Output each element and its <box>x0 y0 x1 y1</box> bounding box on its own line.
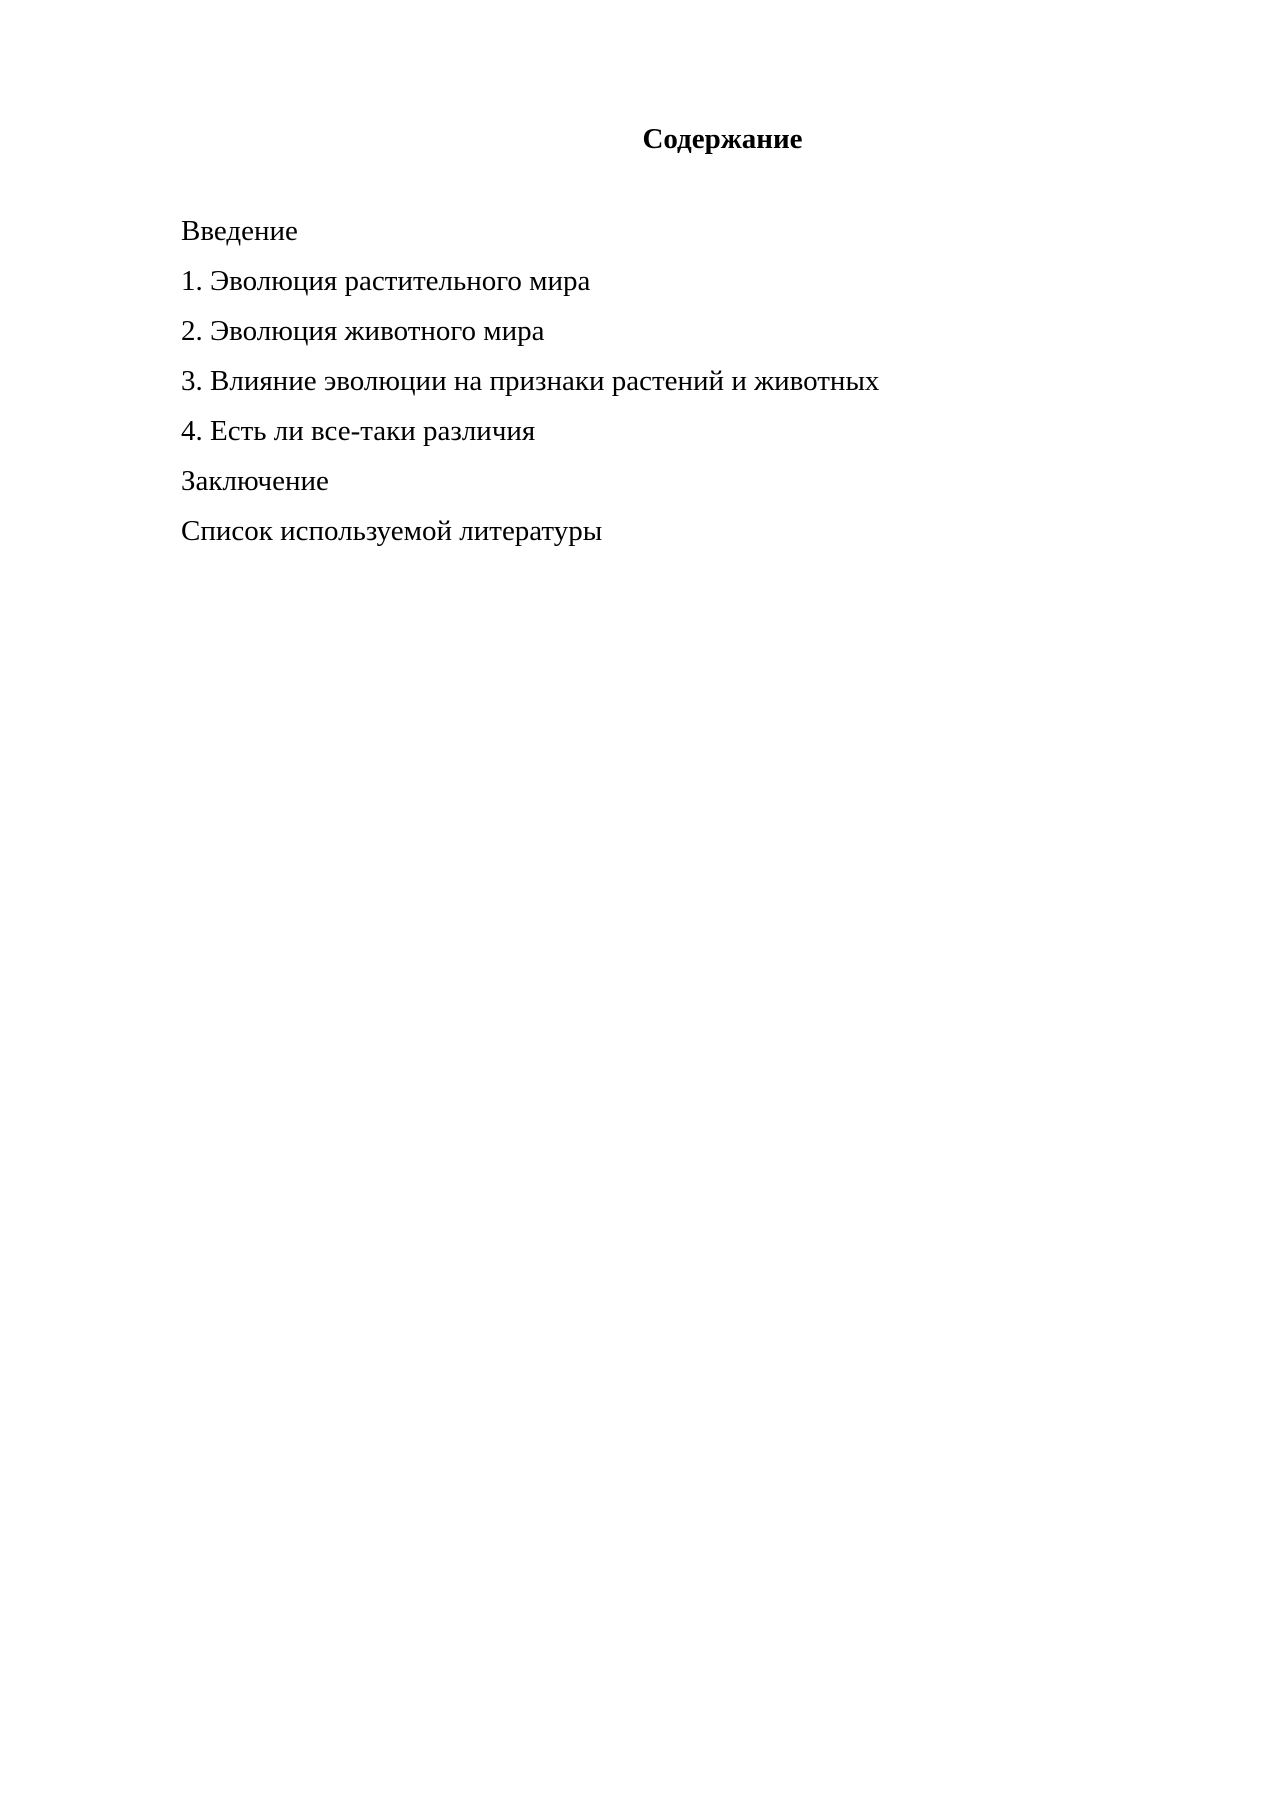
toc-item-bibliography: Список используемой литературы <box>181 515 603 547</box>
toc-item-evolution-influence: 3. Влияние эволюции на признаки растений и животных <box>181 365 880 397</box>
toc-item-animal-evolution: 2. Эволюция животного мира <box>181 315 545 347</box>
table-of-contents <box>181 211 879 561</box>
toc-item-conclusion: Заключение <box>181 465 329 497</box>
toc-item-introduction: Введение <box>181 215 298 247</box>
toc-item-differences: 4. Есть ли все-таки различия <box>181 415 536 447</box>
toc-item-plant-evolution: 1. Эволюция растительного мира <box>181 265 591 297</box>
page-title: Содержание <box>642 123 803 155</box>
